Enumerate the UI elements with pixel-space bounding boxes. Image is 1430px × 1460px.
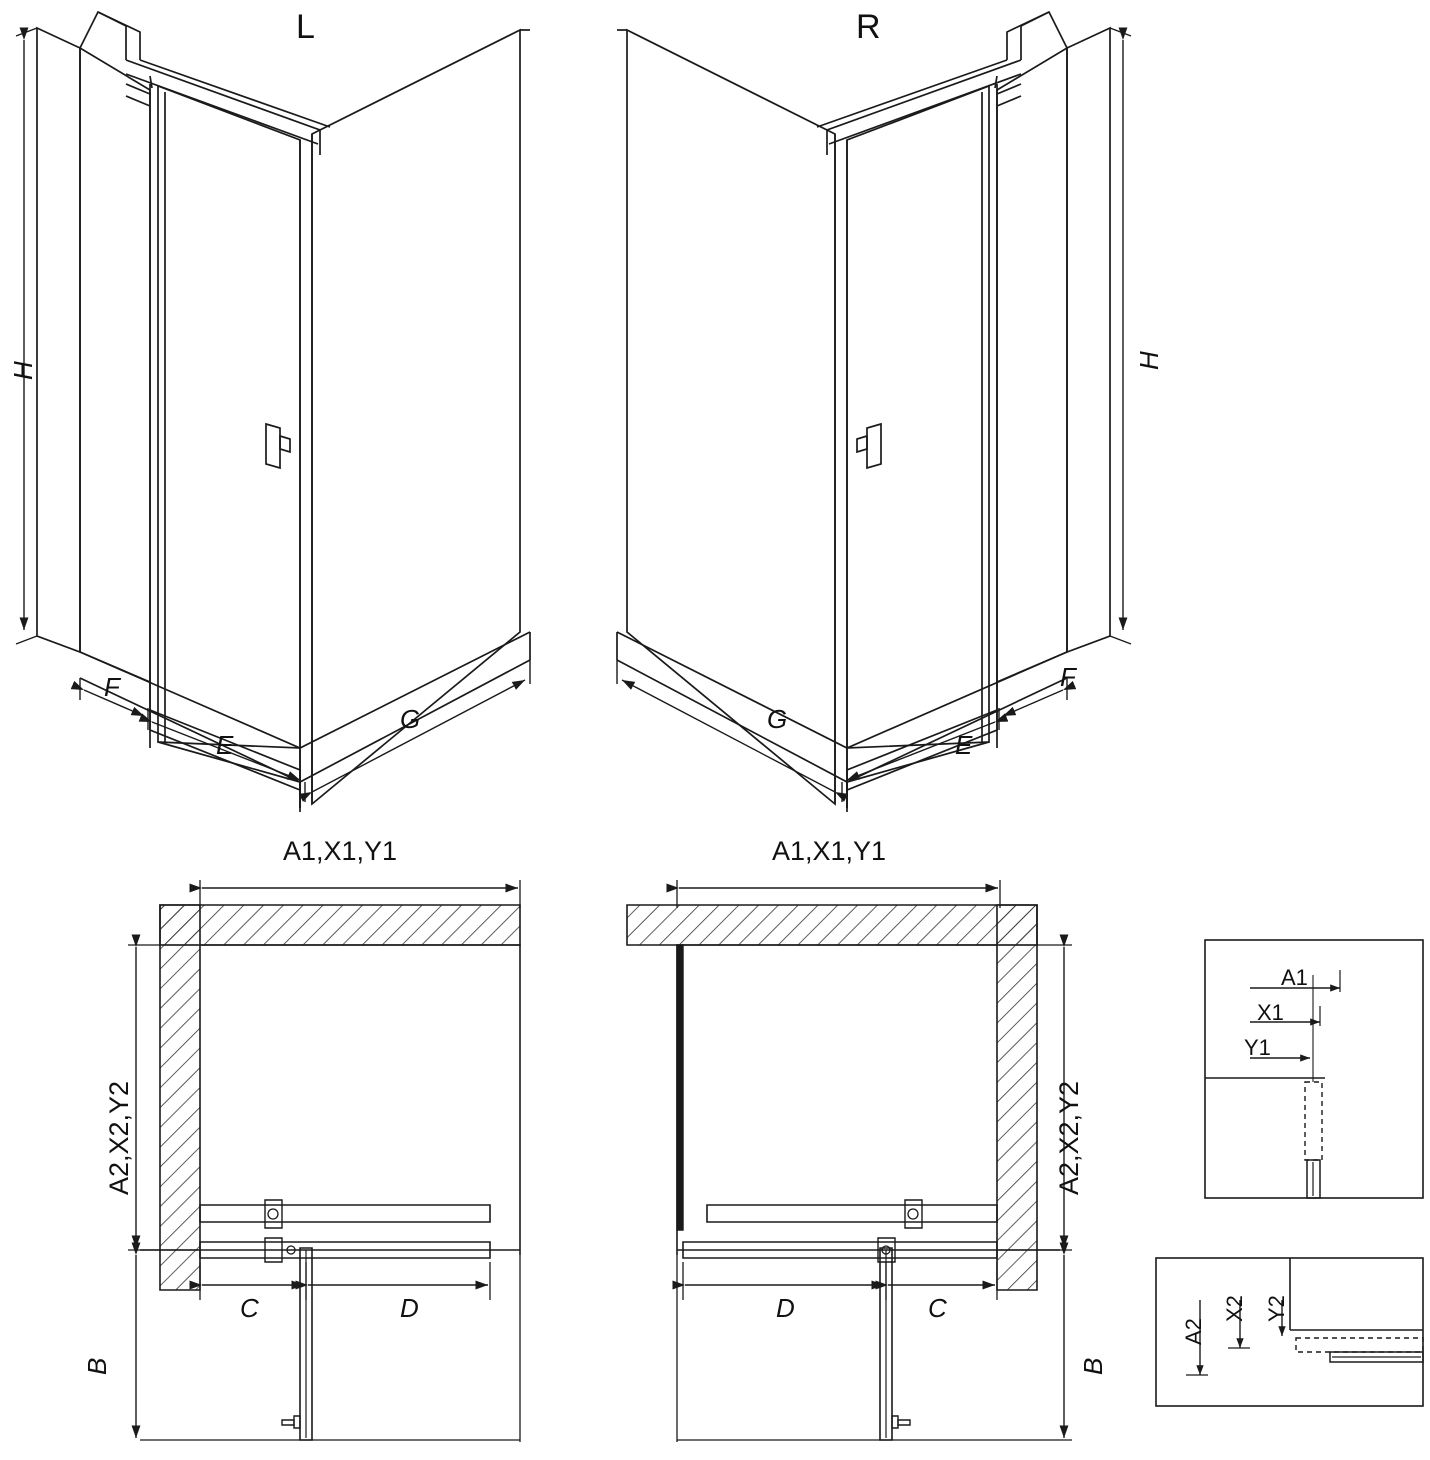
dim-e-left-label: E — [216, 730, 234, 760]
title-right: R — [856, 8, 881, 46]
dim-f-right-label: F — [1060, 662, 1076, 692]
dim-h-right-label: H — [1134, 351, 1164, 370]
plan-right-side-dim-label: A2,X2,Y2 — [1054, 1080, 1084, 1195]
dim-g-left-label: G — [400, 704, 421, 734]
iso-view-right — [617, 12, 1110, 812]
dim-g-right-label: G — [767, 704, 788, 734]
detail-a1-label: A1 — [1281, 965, 1308, 990]
detail-a2-label: A2 — [1181, 1318, 1206, 1345]
plan-right-dim-d-label: D — [776, 1293, 795, 1323]
detail-view-top — [1205, 940, 1423, 1198]
plan-right-dim-c-label: C — [928, 1293, 947, 1323]
detail-y2-label: Y2 — [1264, 1295, 1289, 1322]
title-left: L — [296, 8, 315, 46]
detail-x1-label: X1 — [1257, 1000, 1284, 1025]
dimension-h-left — [16, 28, 37, 644]
dimension-h-right — [1110, 28, 1131, 644]
detail-x2-label: X2 — [1222, 1295, 1247, 1322]
plan-left-top-dim-label: A1,X1,Y1 — [283, 836, 398, 866]
dim-h-left-label: H — [8, 361, 38, 380]
dim-e-right-label: E — [955, 730, 973, 760]
plan-right-dim-b-label: B — [1078, 1357, 1108, 1375]
plan-left-dim-b-label: B — [82, 1357, 112, 1375]
plan-left-dim-d-label: D — [400, 1293, 419, 1323]
dim-f-left-label: F — [104, 672, 120, 702]
plan-right-top-dim-label: A1,X1,Y1 — [772, 836, 887, 866]
plan-view-right — [627, 880, 1072, 1442]
plan-left-dim-c-label: C — [240, 1293, 259, 1323]
detail-y1-label: Y1 — [1244, 1035, 1271, 1060]
plan-left-side-dim-label: A2,X2,Y2 — [104, 1080, 134, 1195]
plan-view-left — [128, 880, 520, 1442]
